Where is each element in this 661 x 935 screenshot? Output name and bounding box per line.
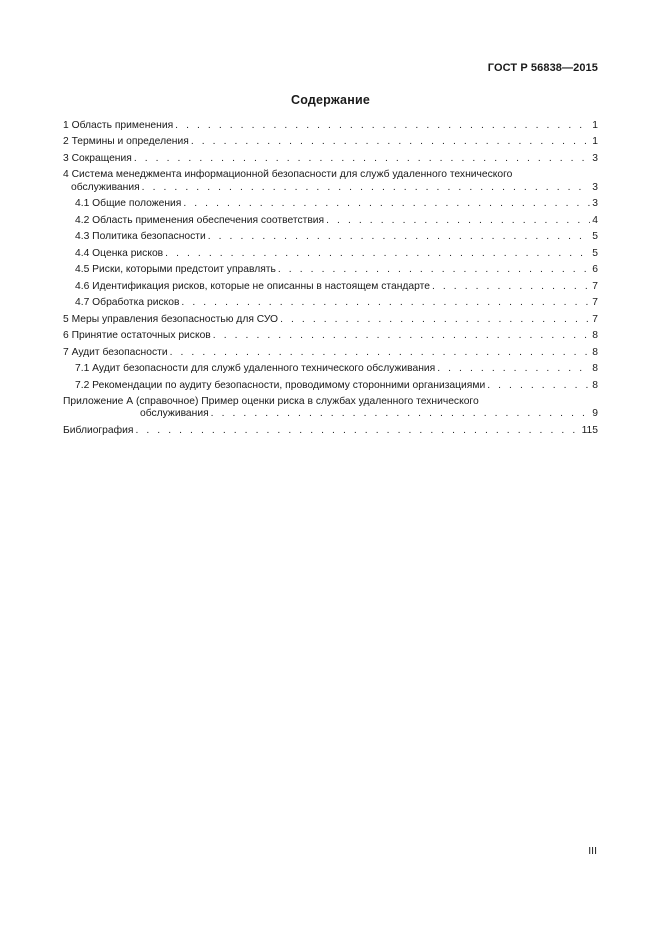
toc-entry-4-2[interactable]: [63, 215, 598, 227]
dot-leader: [165, 248, 590, 260]
toc-entry-page: 7: [592, 313, 598, 325]
dot-leader: [432, 281, 590, 293]
toc-entry-title-line2: обслуживания: [71, 181, 140, 193]
dot-leader: [181, 297, 590, 309]
toc-entry-7-2[interactable]: [63, 380, 598, 392]
toc-entry-4-5[interactable]: [63, 264, 598, 276]
toc-entry-appendix-a[interactable]: [63, 396, 598, 421]
toc-entry-page: 7: [592, 297, 598, 309]
toc-entry-page: 3: [592, 181, 598, 193]
toc-entry-title: 6 Принятие остаточных рисков: [63, 330, 211, 342]
toc-entry-4[interactable]: [63, 169, 598, 194]
dot-leader: [213, 330, 590, 342]
toc-entry-4-3[interactable]: [63, 231, 598, 243]
toc-entry-4-1[interactable]: [63, 198, 598, 210]
table-of-contents: [63, 120, 598, 441]
toc-entry-title: 4.2 Область применения обеспечения соответствия: [75, 214, 325, 226]
dot-leader: [135, 425, 579, 437]
toc-entry-page: 8: [592, 346, 598, 358]
toc-entry-page: 8: [592, 379, 598, 391]
dot-leader: [487, 380, 590, 392]
toc-entry-title: 3 Сокращения: [63, 152, 132, 164]
toc-entry-7-1[interactable]: [63, 363, 598, 375]
document-standard-number: ГОСТ Р 56838—2015: [487, 62, 598, 74]
toc-entry-4-4[interactable]: [63, 248, 598, 260]
dot-leader: [134, 153, 590, 165]
dot-leader: [142, 182, 591, 194]
toc-entry-7[interactable]: [63, 347, 598, 359]
toc-entry-page: 8: [592, 330, 598, 342]
toc-entry-title-line2: обслуживания: [140, 408, 209, 420]
dot-leader: [326, 215, 590, 227]
toc-entry-3[interactable]: [63, 153, 598, 165]
toc-entry-title: 4.7 Обработка рисков: [75, 297, 180, 309]
dot-leader: [191, 136, 590, 148]
toc-entry-title-line1: 4 Система менеджмента информационной безопасности для служб удаленного технического: [63, 169, 513, 181]
toc-entry-title: 1 Область применения: [63, 120, 174, 131]
toc-entry-title-line1: Приложение А (справочное) Пример оценки риска в службах удаленного технического: [63, 396, 479, 408]
toc-entry-title: 7.1 Аудит безопасности для служб удаленного технического обслуживания: [75, 363, 436, 375]
toc-entry-title: 2 Термины и определения: [63, 136, 189, 148]
toc-entry-title: 4.1 Общие положения: [75, 198, 182, 210]
page-title: Содержание: [290, 93, 370, 107]
toc-entry-1[interactable]: [63, 120, 598, 132]
toc-entry-title: Библиография: [63, 424, 134, 436]
page-number: III: [588, 845, 597, 857]
dot-leader: [170, 347, 591, 359]
dot-leader: [437, 363, 590, 375]
toc-entry-page: 6: [592, 264, 598, 276]
dot-leader: [183, 198, 590, 210]
toc-entry-page: 1: [592, 136, 598, 148]
dot-leader: [208, 231, 591, 243]
toc-entry-6[interactable]: [63, 330, 598, 342]
toc-entry-title: 7 Аудит безопасности: [63, 346, 168, 358]
toc-entry-title: 5 Меры управления безопасностью для СУО: [63, 313, 279, 325]
dot-leader: [280, 314, 590, 326]
dot-leader: [175, 120, 590, 132]
dot-leader: [211, 408, 591, 420]
toc-entry-page: 1: [592, 120, 598, 131]
dot-leader: [278, 264, 590, 276]
toc-entry-bibliography[interactable]: [63, 425, 598, 437]
toc-entry-5[interactable]: [63, 314, 598, 326]
toc-entry-4-6[interactable]: [63, 281, 598, 293]
toc-entry-page: 8: [592, 363, 598, 375]
toc-entry-title: 4.6 Идентификация рисков, которые не описанны в настоящем стандарте: [75, 280, 430, 292]
toc-entry-page: 3: [592, 198, 598, 210]
toc-entry-title: 4.5 Риски, которыми предстоит управлять: [75, 264, 276, 276]
toc-entry-page: 9: [592, 408, 598, 420]
toc-entry-page: 4: [592, 214, 598, 226]
toc-entry-page: 7: [592, 280, 598, 292]
toc-entry-4-7[interactable]: [63, 297, 598, 309]
toc-entry-title: 4.3 Политика безопасности: [75, 231, 206, 243]
toc-entry-page: 5: [592, 247, 598, 259]
toc-entry-page: 115: [581, 424, 598, 436]
toc-entry-page: 3: [592, 152, 598, 164]
toc-entry-page: 5: [592, 231, 598, 243]
toc-entry-title: 7.2 Рекомендации по аудиту безопасности, проводимому сторонними организациями: [75, 379, 486, 391]
toc-entry-title: 4.4 Оценка рисков: [75, 247, 164, 259]
toc-entry-2[interactable]: [63, 136, 598, 148]
